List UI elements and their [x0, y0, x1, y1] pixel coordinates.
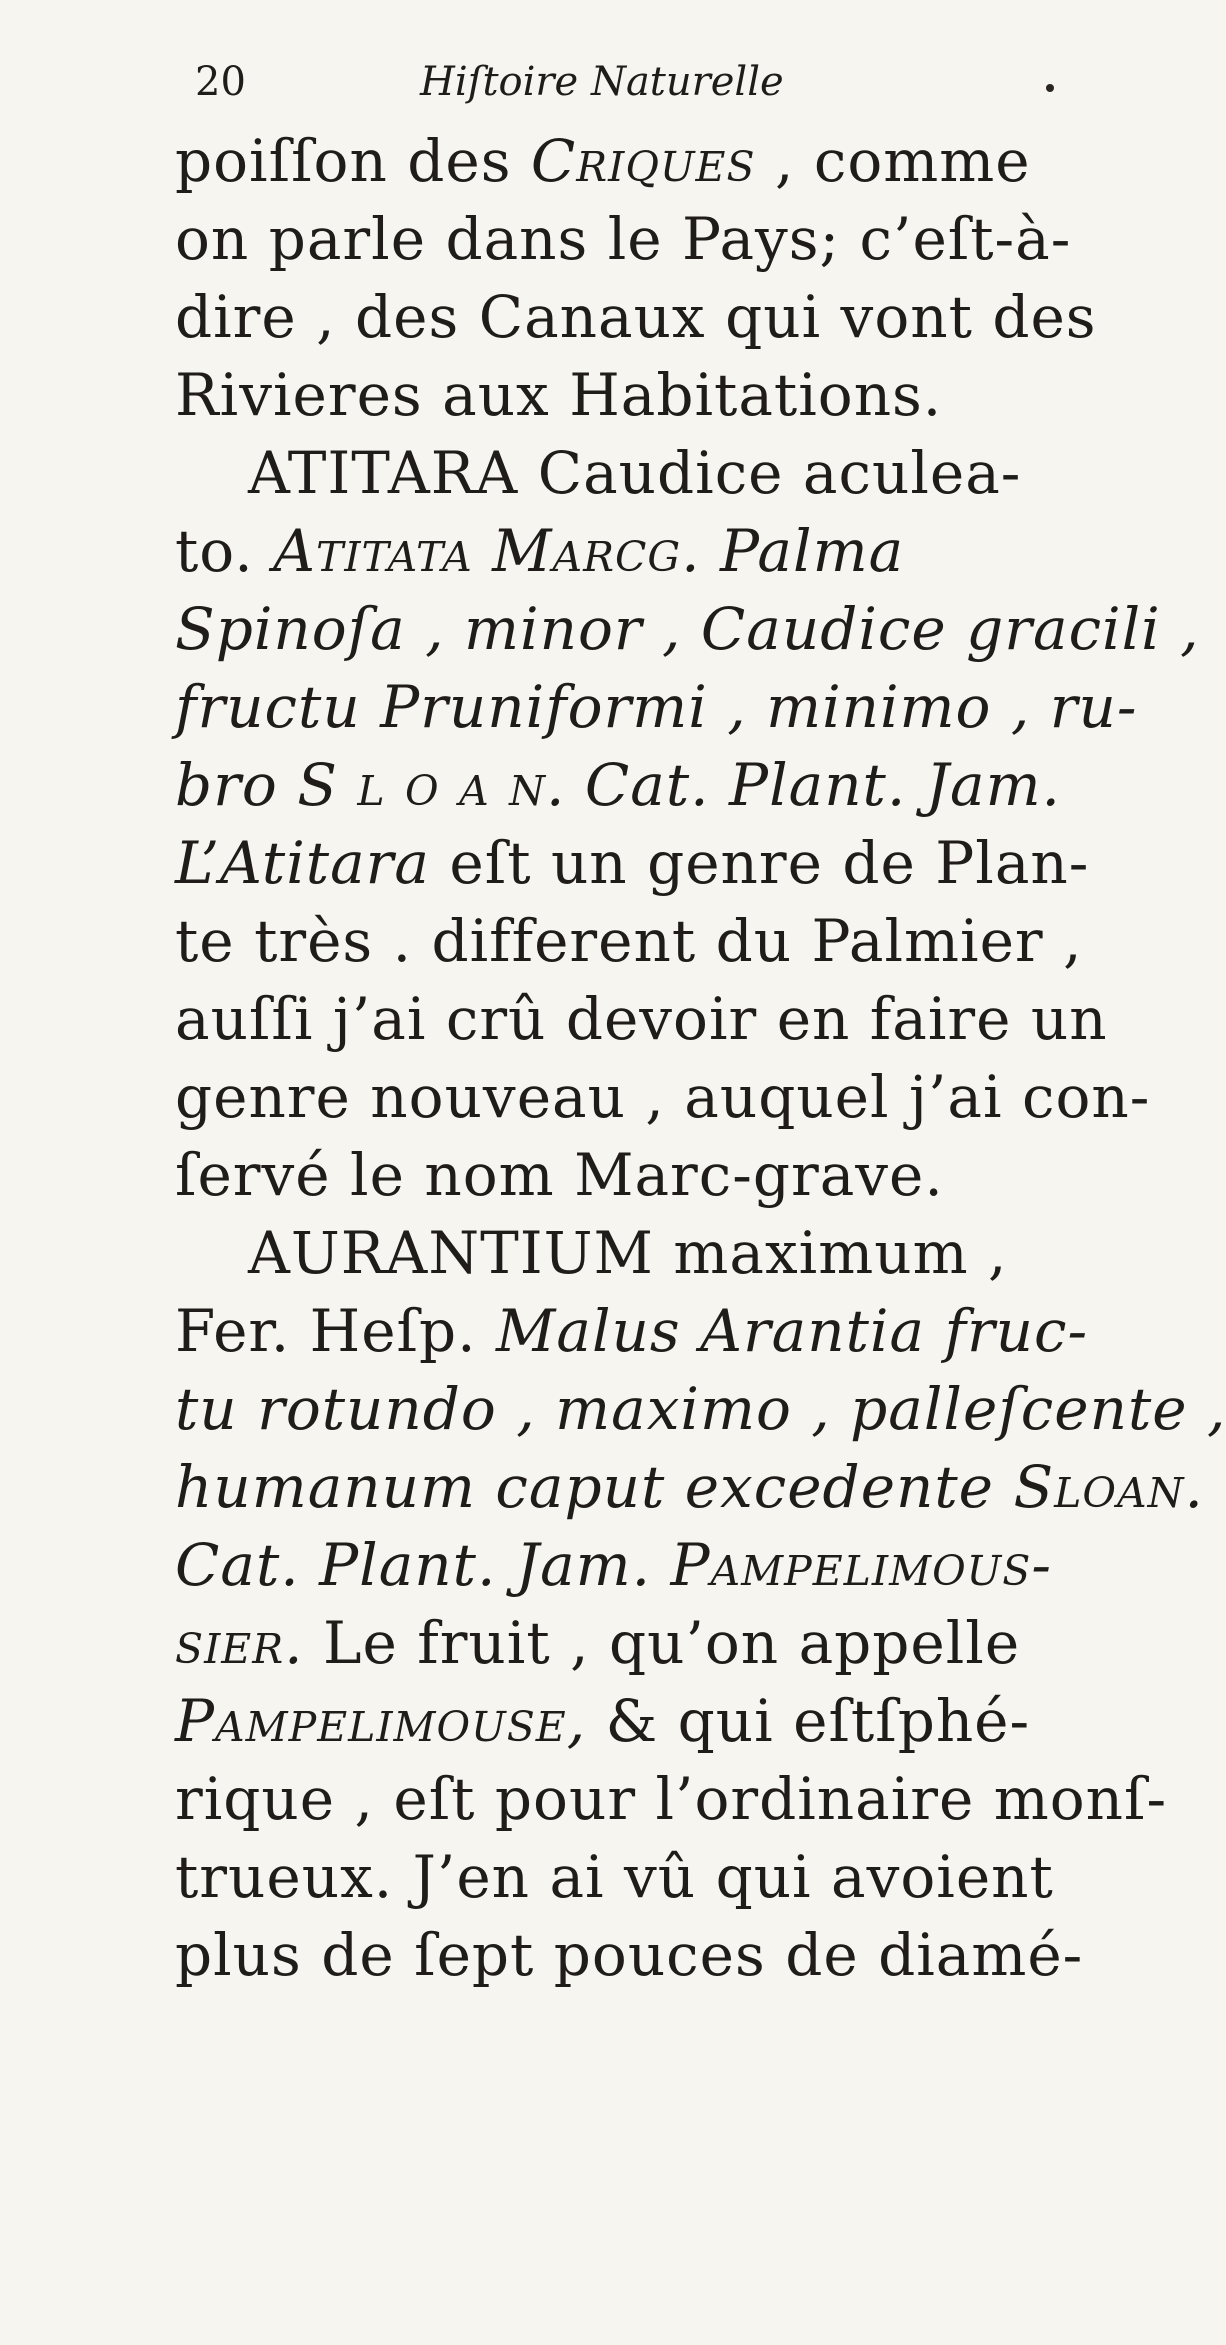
- text-run: Atitata Marcg.: [273, 517, 701, 585]
- text-line: [175, 746, 1155, 824]
- text-run: Cat. Plant. Jam.: [175, 1531, 671, 1599]
- text-run: & qui eſtſphé-: [586, 1687, 1031, 1755]
- text-run: Palma: [720, 517, 905, 585]
- text-run: tu rotundo , maximo , palleſcente ,: [175, 1375, 1226, 1443]
- text-line: [175, 1916, 1155, 1994]
- text-run: te très . different du Palmier ,: [175, 907, 1083, 975]
- text-run: Pampelimouse,: [175, 1687, 587, 1755]
- ink-speck: [1046, 84, 1054, 92]
- text-line: [175, 902, 1155, 980]
- text-run: Le fruit , qu’on appelle: [303, 1609, 1021, 1677]
- text-run: on parle dans le Pays; c’eſt-à-: [175, 205, 1072, 273]
- text-run: AURANTIUM maximum ,: [248, 1219, 1008, 1287]
- text-line: [175, 824, 1155, 902]
- text-run: Sloan.: [1013, 1453, 1204, 1521]
- text-run: rique , eſt pour l’ordinaire monſ-: [175, 1765, 1168, 1833]
- text-line: [175, 1214, 1155, 1292]
- text-run: sier.: [175, 1609, 304, 1677]
- text-run: S l o a n.: [297, 751, 566, 819]
- text-run: Fer. Heſp.: [175, 1297, 496, 1365]
- text-line: [175, 1604, 1155, 1682]
- text-run: , comme: [755, 127, 1031, 195]
- text-line: [175, 200, 1155, 278]
- text-run: auſſi j’ai crû devoir en faire un: [175, 985, 1108, 1053]
- page-number: 20: [195, 59, 246, 105]
- text-line: [175, 1448, 1204, 1526]
- body-text: [175, 122, 1226, 1994]
- text-run: to.: [175, 517, 274, 585]
- text-run: Spinoſa , minor , Caudice gracili ,: [175, 595, 1200, 663]
- text-run: genre nouveau , auquel j’ai con-: [175, 1063, 1151, 1131]
- text-line: [175, 278, 1155, 356]
- text-run: bro: [175, 751, 298, 819]
- text-line: [175, 434, 1155, 512]
- text-run: trueux. J’en ai vû qui avoient: [175, 1843, 1054, 1911]
- text-run: dire , des Canaux qui vont des: [175, 283, 1097, 351]
- text-run: Criques: [530, 127, 756, 195]
- text-run: eſt un genre de Plan-: [429, 829, 1090, 897]
- text-line: [175, 1838, 1155, 1916]
- text-run: [701, 517, 720, 585]
- text-run: fructu Pruniformi , minimo , ru-: [175, 673, 1138, 741]
- text-line: [175, 512, 1155, 590]
- text-line: [175, 1760, 1168, 1838]
- text-run: plus de ſept pouces de diamé-: [175, 1921, 1084, 1989]
- text-run: ſervé le nom Marc-grave.: [175, 1141, 944, 1209]
- text-line: [175, 1682, 1155, 1760]
- text-line: [175, 122, 1155, 200]
- text-run: poiſſon des: [175, 127, 531, 195]
- text-line: [175, 1292, 1155, 1370]
- text-line: [175, 1526, 1155, 1604]
- text-run: L’Atitara: [175, 829, 430, 897]
- text-run: [565, 751, 584, 819]
- text-run: Pampelimous-: [670, 1531, 1052, 1599]
- text-line: [175, 1058, 1155, 1136]
- text-run: humanum caput excedente: [175, 1453, 1014, 1521]
- text-line: [175, 1136, 1155, 1214]
- text-run: Rivieres aux Habitations.: [175, 361, 943, 429]
- text-run: Malus Arantia fruc-: [496, 1297, 1089, 1365]
- text-line: [175, 1370, 1226, 1448]
- text-run: Cat. Plant. Jam.: [584, 751, 1061, 819]
- text-line: [175, 590, 1200, 668]
- text-run: ATITARA Caudice aculea-: [248, 439, 1022, 507]
- text-line: [175, 980, 1155, 1058]
- text-line: [175, 356, 1155, 434]
- text-line: [175, 668, 1155, 746]
- running-title: Hiſtoire Naturelle: [420, 59, 784, 105]
